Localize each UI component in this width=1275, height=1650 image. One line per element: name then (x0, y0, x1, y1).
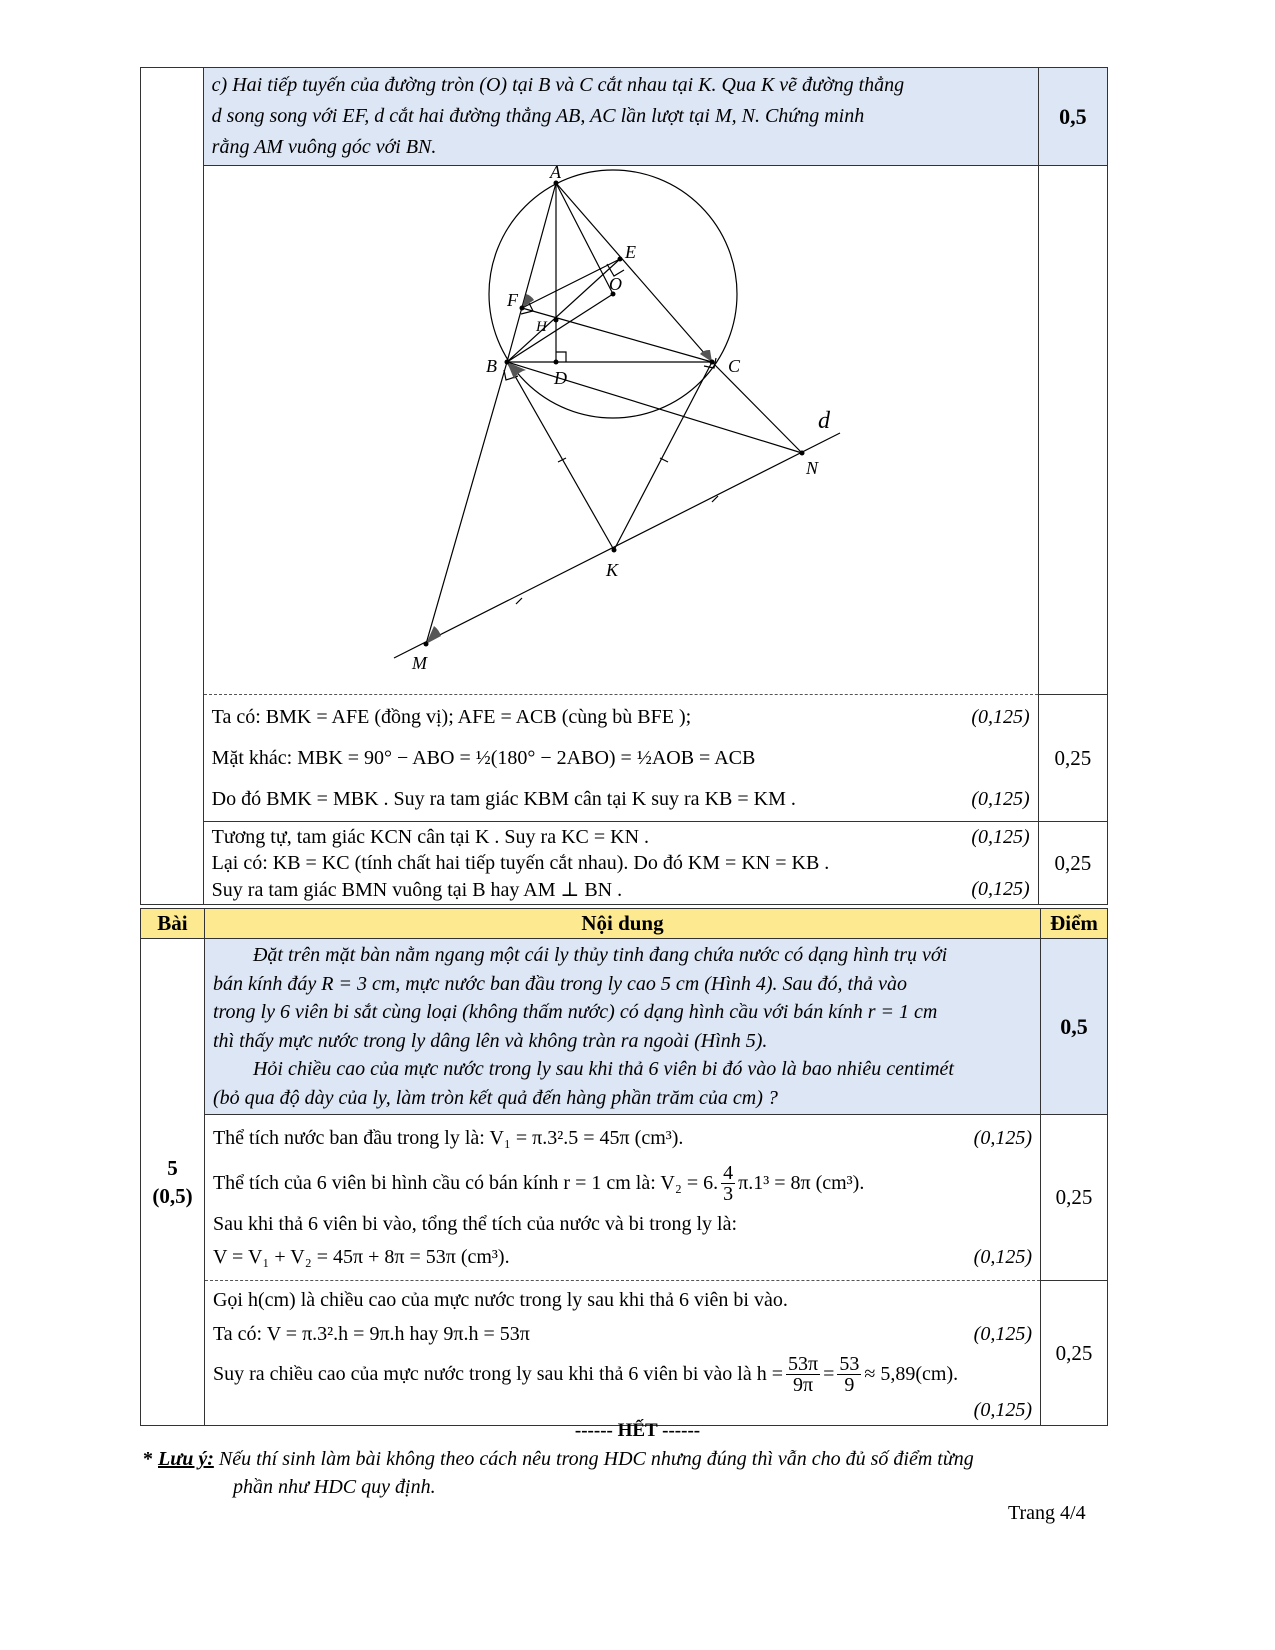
figure-score-empty (1038, 166, 1107, 695)
s1-line4-score: (0,125) (973, 1246, 1032, 1268)
question-line: thì thấy mực nước trong ly dâng lên và không tràn ra ngoài (Hình 5). (212, 1029, 768, 1052)
bai5-question-score: 0,5 (1041, 939, 1108, 1115)
header-bai: Bài (141, 909, 205, 939)
label-n: N (805, 458, 818, 478)
question-line: Đặt trên mặt bàn nằm ngang một cái ly thủy tinh đang chứa nước có dạng hình trụ với (252, 944, 948, 966)
s1-line3: Sau khi thả 6 viên bi vào, tổng thể tích của nước và bi trong ly là: (212, 1213, 738, 1235)
s1-line1: Thể tích nước ban đầu trong ly là: V₁ = π.3².5 = 45π (cm³). (212, 1127, 684, 1149)
note-text: Nếu thí sinh làm bài không theo cách nêu trong HDC nhưng đúng thì vẫn cho đủ số điểm từng (218, 1448, 974, 1470)
fraction-4-3 (721, 1163, 735, 1204)
question-line: bán kính đáy R = 3 cm, mực nước ban đầu trong ly cao 5 cm (Hình 4). Sau đó, thả vào (212, 972, 907, 995)
frac-num: 4 (723, 1162, 734, 1184)
s1-line1-score: (0,125) (973, 1127, 1032, 1149)
step2-line1-score: (0,125) (971, 825, 1030, 848)
step1-line1: Ta có: BMK = AFE (đồng vị); AFE = ACB (cùng bù BFE ); (211, 705, 692, 728)
label-a: A (549, 166, 561, 182)
step1-line3-score: (0,125) (971, 787, 1030, 810)
step2-line1: Tương tự, tam giác KCN cân tại K . Suy ra KC = KN . (211, 825, 650, 848)
step1-cell (203, 695, 1038, 822)
s1-line4: V = V₁ + V₂ = 45π + 8π = 53π (cm³). (212, 1246, 510, 1268)
step2-line2: Lại có: KB = KC (tính chất hai tiếp tuyến cắt nhau). Do đó KM = KN = KB . (211, 851, 830, 874)
bai5-table (140, 908, 1108, 1426)
bai-number: 5 (167, 1156, 178, 1180)
step2-cell (203, 822, 1038, 905)
question-line: (bỏ qua độ dày của ly, làm tròn kết quả đến hàng phần trăm của cm) ? (212, 1086, 778, 1109)
fraction-53-9 (837, 1354, 861, 1395)
step1-score: 0,25 (1038, 695, 1107, 822)
bai5-cell (141, 939, 205, 1426)
frac-num: 53 (839, 1352, 860, 1375)
frac-num: 53π (788, 1352, 819, 1375)
s2-cell (204, 1281, 1040, 1426)
label-e: E (624, 242, 636, 262)
question-line: rằng AM vuông góc với BN. (211, 136, 437, 158)
label-h: H (535, 319, 547, 335)
part-c-question (203, 68, 1038, 166)
s2-line3a: Suy ra chiều cao của mực nước trong ly sau khi thả 6 viên bi vào là h = (212, 1362, 784, 1385)
step1-line3: Do đó BMK = MBK . Suy ra tam giác KBM cân tại K suy ra KB = KM . (211, 787, 796, 810)
equals-sign: = (823, 1362, 835, 1385)
part-c-score: 0,5 (1038, 68, 1107, 166)
frac-den: 9π (793, 1373, 814, 1396)
label-m: M (411, 653, 427, 673)
step1-line2: Mặt khác: MBK = 90° − ABO = ½(180° − 2ABO) = ½AOB = ACB (211, 746, 756, 769)
label-f: F (506, 290, 518, 310)
s1-score: 0,25 (1041, 1115, 1108, 1281)
s2-score: 0,25 (1041, 1281, 1108, 1426)
frac-den: 9 (844, 1373, 855, 1396)
question-line: c) Hai tiếp tuyến của đường tròn (O) tại B và C cắt nhau tại K. Qua K vẽ đường thẳng (211, 74, 905, 96)
part-c-table (140, 67, 1108, 905)
s2-line3-score: (0,125) (973, 1398, 1032, 1421)
label-line-d: d (817, 408, 830, 434)
s2-line2-score: (0,125) (973, 1322, 1032, 1345)
frac-den: 3 (723, 1183, 734, 1205)
label-d-point: D (553, 368, 567, 388)
s2-line1: Gọi h(cm) là chiều cao của mực nước trong ly sau khi thả 6 viên bi vào. (212, 1288, 788, 1311)
question-line: trong ly 6 viên bi sắt cùng loại (không thấm nước) có dạng hình cầu với bán kính r = 1 cm (212, 1001, 938, 1023)
geometry-figure (204, 166, 1038, 694)
question-line: Hỏi chiều cao của mực nước trong ly sau khi thả 6 viên bi đó vào là bao nhiêu centimét (252, 1058, 954, 1080)
footnote (143, 1445, 1103, 1501)
end-marker: ------ HẾT ------ (574, 1420, 701, 1441)
step2-score: 0,25 (1038, 822, 1107, 905)
s2-line3b: ≈ 5,89(cm). (864, 1362, 959, 1385)
label-k: K (605, 560, 618, 580)
step2-line3: Suy ra tam giác BMN vuông tại B hay AM ⊥ BN . (211, 878, 623, 901)
label-o: O (608, 274, 622, 294)
s2-line2: Ta có: V = π.3².h = 9π.h hay 9π.h = 53π (212, 1322, 530, 1345)
label-c: C (727, 356, 740, 376)
figure-cell (203, 166, 1038, 695)
note-label: Lưu ý: (158, 1448, 214, 1470)
label-b: B (485, 356, 497, 376)
bai-cell-empty (141, 68, 204, 905)
s1-cell (204, 1115, 1040, 1281)
note-star: * (143, 1448, 153, 1470)
bai5-question (204, 939, 1040, 1115)
page-number: Trang 4/4 (1008, 1502, 1086, 1524)
bai-points: (0,5) (152, 1184, 193, 1208)
step1-line1-score: (0,125) (971, 705, 1030, 728)
step2-line3-score: (0,125) (971, 877, 1030, 900)
s1-line2b: π.1³ = 8π (cm³). (738, 1172, 865, 1194)
header-noi-dung: Nội dung (204, 909, 1040, 939)
s1-line2a: Thể tích của 6 viên bi hình cầu có bán kính r = 1 cm là: V₂ = 6. (212, 1172, 719, 1194)
header-diem: Điểm (1041, 909, 1108, 939)
fraction-53pi-9pi (786, 1354, 820, 1395)
note-text-line2: phần như HDC quy định. (233, 1476, 436, 1498)
question-line: d song song với EF, d cắt hai đường thẳng AB, AC lần lượt tại M, N. Chứng minh (211, 105, 865, 127)
